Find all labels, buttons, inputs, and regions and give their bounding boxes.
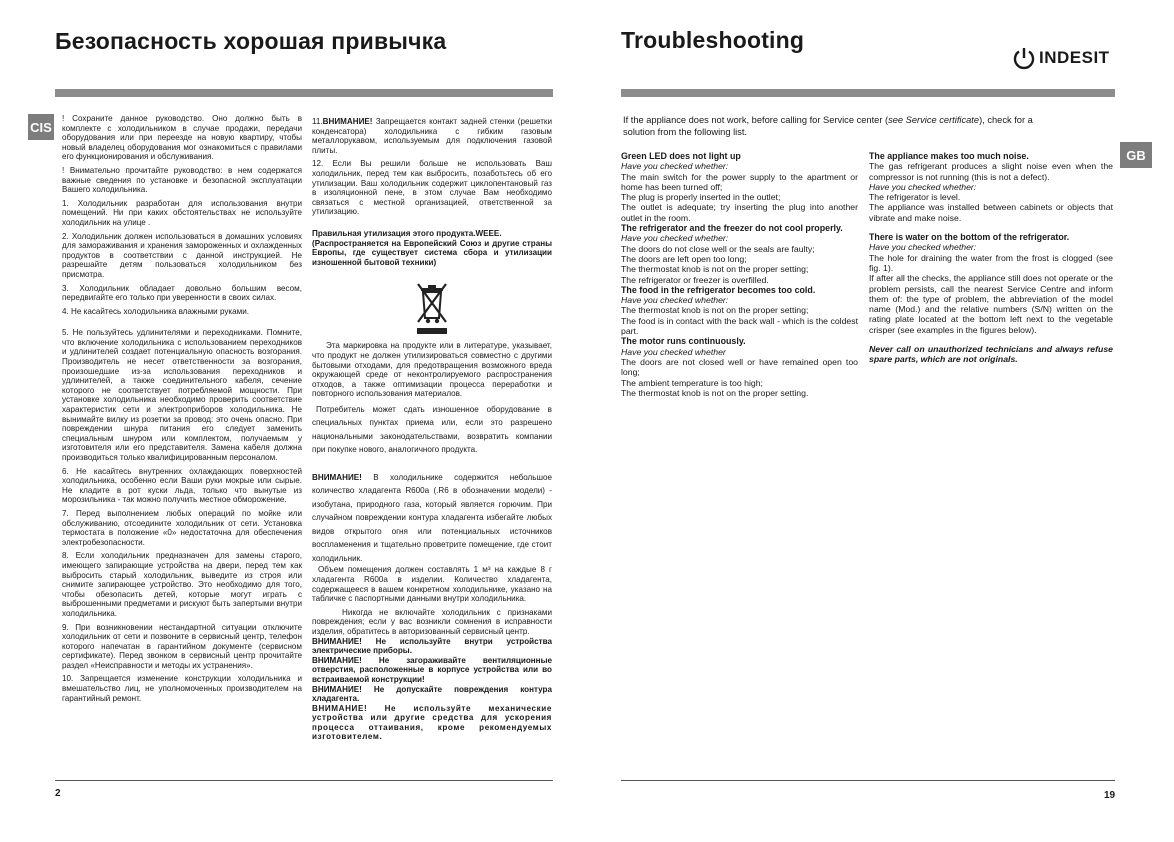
problem-question: Have you checked whether: <box>869 242 977 253</box>
brand-name: INDESIT <box>1039 48 1110 67</box>
paragraph-6: 6. Не касайтесь внутренних охлаждающих поверхностей холодильника, особенно если Ваши руки мокрые или сырые. Не кладите в рот куски льда, только что вынутые из морозильника - так можно получить местное обморожение. <box>62 466 302 505</box>
consumer-return-text: Потребитель может сдать изношенное оборудование в специальных пунктах приема или, если это разрешено национальными законодательствами, возвратить компании при покупке нового, аналогичного продукта. <box>312 404 552 455</box>
unauthorized-technicians-warning: Never call on unauthorized technicians and always refuse spare parts, which are not originals. <box>869 344 1113 365</box>
problems-column-2 <box>869 151 1113 365</box>
problem-line: The outlet is adequate; try inserting the plug into another outlet in the room. <box>621 202 858 223</box>
problem-question: Have you checked whether: <box>621 295 729 306</box>
problem-question: Have you checked whether <box>621 346 726 357</box>
problem-food-too-cold <box>621 285 858 336</box>
footer-rule-left <box>55 780 553 781</box>
intro-text-start: If the appliance does not work, before calling for Service center ( <box>623 115 889 125</box>
warning-electric-devices: ВНИМАНИЕ! Не используйте внутри устройства электрические приборы. <box>312 636 552 656</box>
problem-line: The food is in contact with the back wall - which is the coldest part. <box>621 315 858 337</box>
intro-service-certificate: see Service certificate <box>888 115 980 125</box>
paragraph-12: 12. Если Вы решили больше не использовать Ваш холодильник, перед тем как выбросить, позаботьтесь об его утилизации. Ваш холодильник содержит циклопентановый газ в изоляционной пене, в этом случае Вам необходимо связаться с местной организацией, ответственной за утилизацию. <box>312 159 552 217</box>
paragraph-11-text: Запрещается контакт задней стенки (решетки конденсатора) холодильника с гибким газовым металлорукавом, используемым для подключения газовой плиты. <box>312 117 552 155</box>
problem-line: The appliance was installed between cabinets or objects that vibrate and make noise. <box>869 202 1113 223</box>
room-volume-text: Объем помещения должен составлять 1 м³ на каждые 8 г хладагента R600a в изделии. Количество хладагента, содержащееся в вашем конкретном холодильнике, указано на табличке с паспортными данными внутри холодильника. <box>312 565 552 604</box>
paragraph-7: 7. Перед выполнением любых операций по мойке или обслуживанию, отсоедините холодильник от сети. Установка термостата в положение «0» недостаточна для обеспечения электробезопасности. <box>62 508 302 547</box>
problem-question: Have you checked whether: <box>621 161 729 172</box>
problem-noise <box>869 151 1113 223</box>
footer-rule-right <box>621 780 1115 781</box>
problem-line: The refrigerator is level. <box>869 192 961 203</box>
page-number-left: 2 <box>55 788 61 799</box>
problem-line: The plug is properly inserted in the outlet; <box>621 192 781 203</box>
warning-ventilation: ВНИМАНИЕ! Не загораживайте вентиляционные отверстия, расположенные в корпусе устройства или во встраиваемой конструкции! <box>312 655 552 684</box>
problem-line: The thermostat knob is not on the proper setting. <box>621 387 809 398</box>
safety-column-2 <box>312 117 552 742</box>
paragraph-8: 8. Если холодильник предназначен для замены старого, имеющего запирающие устройства на двери, перед тем как выбросить старый холодильник, выведите из строя или снимите запирающее устройство. Это необходимо для того, чтобы обезопасить детей, которые могут играть с выброшенными предметами и рискуют быть запертыми внутри холодильника. <box>62 551 302 618</box>
never-switch-on-text: Никогда не включайте холодильник с признаками повреждения; если у вас возникли сомнения в исправности изделия, обратитесь в авторизованный сервисный центр. <box>312 607 552 636</box>
paragraph-11-number: 11. <box>312 117 323 126</box>
weee-title: Правильная утилизация этого продукта.WEEE. <box>312 228 502 238</box>
paragraph-read-manual: ! Внимательно прочитайте руководство: в нем содержатся важные сведения по установке и безопасной эксплуатации Вашего холодильника. <box>62 165 302 195</box>
safety-column-1 <box>62 114 302 707</box>
page-title-right: Troubleshooting <box>621 27 805 53</box>
paragraph-keep-manual: ! Сохраните данное руководство. Оно должно быть в комплекте с холодильником в случае продажи, передачи оборудования или при переезде на новую квартиру, чтобы новый владелец оборудования мог ознакомиться с правилами его функционирования и обслуживания. <box>62 114 302 162</box>
problem-green-led <box>621 151 858 223</box>
paragraph-3: 3. Холодильник обладает довольно большим весом, передвигайте его только при уверенности в своих силах. <box>62 283 302 303</box>
paragraph-10: 10. Запрещается изменение конструкции холодильника и вмешательство лиц, не уполномоченных производителем на гарантийный ремонт. <box>62 674 302 703</box>
problem-line: The doors are left open too long; <box>621 253 747 264</box>
refrigerant-attention <box>312 471 552 566</box>
problems-column-1 <box>621 151 858 398</box>
crossed-bin-icon <box>414 276 450 336</box>
problem-question: Have you checked whether: <box>869 181 977 192</box>
problem-question: Have you checked whether: <box>621 233 729 244</box>
problem-heading: The food in the refrigerator becomes too cold. <box>621 284 816 295</box>
problem-not-cooling <box>621 223 858 285</box>
problem-line: The doors do not close well or the seals are faulty; <box>621 243 815 254</box>
refrigerant-attention-text: В холодильнике содержится небольшое количество хладагента R600a (.R6 в обозначении модели) - изобутана, природного газа, который является горючим. При случайном повреждении контура хладагента избегайте любых видов открытого огня или потенциальных источников воспламенения и тщательно проветрите помещение, где стоит холодильник. <box>312 472 552 563</box>
refrigerant-attention-label: ВНИМАНИЕ! <box>312 472 362 482</box>
paragraph-5: 5. Не пользуйтесь удлинителями и переходниками. Помните, что включение холодильника с использованием переходников и удлинителей создает потенциальную опасность возгорания. Производитель не несет ответственности за возгорания, произошедшие из-за использования переходников и удлинителей, а также соединительного кабеля, сечение которого не соответствует потребляемой мощности. При установке холодильника необходимо проверить соответствие характеристик сети и электроприборов холодильника. Не вынимайте вилку из розетки за провод: это очень опасно. При повреждении шнура питания его следует заменить специальным шнуром или комплектом, получаемым у изготовителя или его представителя. Замена кабеля должна производиться только квалифицированным персоналом. <box>62 328 302 462</box>
problem-heading: The appliance makes too much noise. <box>869 151 1029 161</box>
brand-logo <box>1012 46 1110 70</box>
problem-motor-runs <box>621 336 858 398</box>
paragraph-1: 1. Холодильник разработан для использования внутри помещений. Ни при каких обстоятельствах не используйте холодильник на улице . <box>62 198 302 227</box>
power-logo-icon <box>1012 46 1036 70</box>
problem-line: The thermostat knob is not on the proper setting; <box>621 305 809 316</box>
problem-heading: There is water on the bottom of the refrigerator. <box>869 232 1070 243</box>
weee-explanation: Эта маркировка на продукте или в литературе, указывает, что продукт не должен утилизироваться совместно с другими бытовыми отходами, для предотвращения возможного вреда окружающей среде от неконтролируемого распространения отходов, а также оптимизации процесса переработки и повторного использования материалов. <box>312 341 552 399</box>
paragraph-4: 4. Не касайтесь холодильника влажными руками. <box>62 306 249 316</box>
problem-line: If after all the checks, the appliance still does not operate or the problem persists, call the nearest Service Centre and inform them of: the type of problem, the abbreviation of the model name (Mod.) and the relative numbers (S/N) written on the rating plate located at the bottom left next to the vegetable crisper (see examples in the figures below). <box>869 273 1113 335</box>
problem-heading: The refrigerator and the freezer do not cool properly. <box>621 223 843 234</box>
header-rule-left <box>55 89 553 97</box>
problem-water-bottom <box>869 232 1113 335</box>
language-tab-gb: GB <box>1120 142 1152 168</box>
problem-line: The main switch for the power supply to the apartment or home has been turned off; <box>621 171 858 192</box>
page-title-left: Безопасность хорошая привычка <box>55 28 447 54</box>
problem-heading: Green LED does not light up <box>621 151 741 161</box>
intro-text-end: ), check for a solution from the following list. <box>623 115 1033 137</box>
problem-line: The refrigerator or freezer is overfilled. <box>621 274 769 285</box>
paragraph-11-attention: ВНИМАНИЕ! <box>322 117 373 126</box>
header-rule-right <box>621 89 1115 97</box>
paragraph-9: 9. При возникновении нестандартной ситуации отключите холодильник от сети и позвоните в сервисный центр, телефон которого напечатан в гарантийном документе (сервисном сертификате). Перед звонком в сервисный центр прочитайте раздел «Неисправности и методы их устранения». <box>62 622 302 670</box>
page-number-right: 19 <box>1104 790 1116 801</box>
problem-heading: The motor runs continuously. <box>621 336 746 347</box>
troubleshooting-intro <box>623 114 1063 138</box>
weee-bin-icon-wrap <box>312 271 552 341</box>
warning-refrigerant-circuit: ВНИМАНИЕ! Не допускайте повреждения контура хладагента. <box>312 684 552 704</box>
weee-subtitle: (Распространяется на Европейский Союз и другие страны Европы, где существует система сбора и утилизации изношенной бытовой техники) <box>312 238 552 267</box>
language-tab-cis: CIS <box>28 114 54 140</box>
paragraph-11 <box>312 117 552 155</box>
problem-line: The thermostat knob is not on the proper setting; <box>621 264 809 275</box>
paragraph-2: 2. Холодильник должен использоваться в домашних условиях для замораживания и хранения замороженных и охлажденных продуктов в соответствии с данной инструкцией. Не разрешайте детям пользоваться холодильником без присмотра. <box>62 231 302 279</box>
problem-line: The doors are not closed well or have remained open too long; <box>621 356 858 378</box>
problem-line: The hole for draining the water from the frost is clogged (see fig. 1). <box>869 252 1113 273</box>
problem-line: The gas refrigerant produces a slight noise even when the compressor is not running (this is not a defect). <box>869 161 1113 182</box>
warning-defrost-devices: ВНИМАНИЕ! Не используйте механические устройства или другие средства для ускорения процесса оттаивания, кроме рекомендуемых изготовителем. <box>312 703 552 742</box>
problem-line: The ambient temperature is too high; <box>621 377 763 388</box>
